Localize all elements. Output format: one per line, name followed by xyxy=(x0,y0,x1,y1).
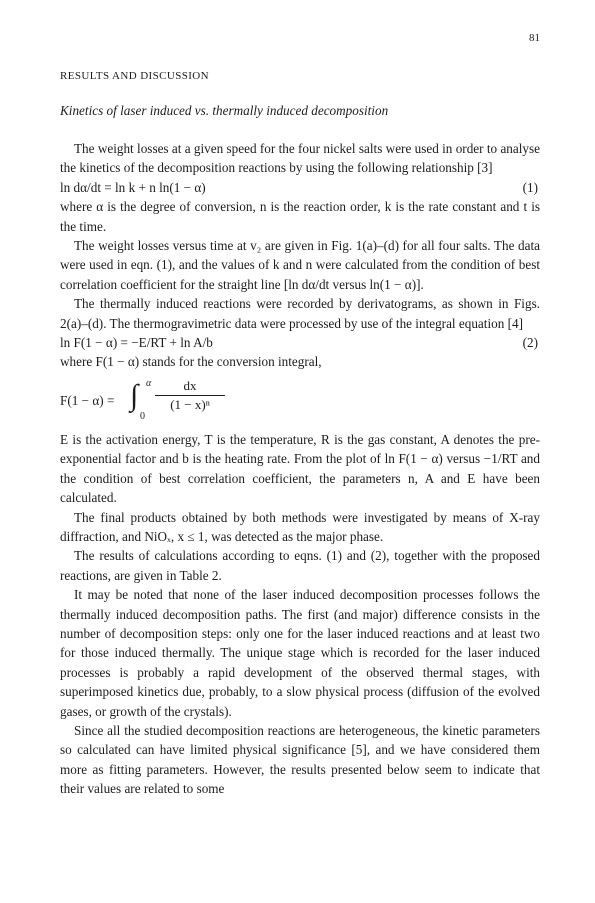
paragraph: The final products obtained by both methods were investigated by means of X-ray diffraction, and NiOₓ, x ≤ 1, was detected as the major phase. xyxy=(60,509,540,544)
page-number: 81 xyxy=(529,32,540,44)
fraction-bar xyxy=(155,395,225,396)
integral-lhs: F(1 − α) = xyxy=(60,392,115,408)
equation-text: ln F(1 − α) = −E/RT + ln A/b xyxy=(60,335,213,351)
equation-2 xyxy=(60,333,540,352)
integral-fraction xyxy=(155,378,225,413)
equation-text: ln dα/dt = ln k + n ln(1 − α) xyxy=(60,179,206,195)
paragraph: The weight losses versus time at v₂ are given in Fig. 1(a)–(d) for all four salts. The data were used in eqn. (1), and the values of k and n were calculated from the condition of best correlation coefficient for the straight line [ln dα/dt versus ln(1 − α)]. xyxy=(60,238,540,292)
fraction-numerator: dx xyxy=(183,377,197,393)
section-heading: RESULTS AND DISCUSSION xyxy=(60,70,209,82)
paragraph: Since all the studied decomposition reactions are heterogeneous, the kinetic parameters so calculated can have limited physical significance [5], and we have considered them more as fitting parameters. However, the results presented below seem to indicate that their values are related to some xyxy=(60,722,540,797)
integral-upper-limit: α xyxy=(146,377,152,389)
fraction-denominator: (1 − x)ⁿ xyxy=(170,396,210,412)
paragraph: The results of calculations according to eqns. (1) and (2), together with the proposed reactions, are given in Table 2. xyxy=(60,548,540,583)
integral-sign-icon: ∫ xyxy=(130,378,139,412)
equation-1 xyxy=(60,178,540,197)
paragraph: where F(1 − α) stands for the conversion integral, xyxy=(60,354,322,370)
paragraph: The weight losses at a given speed for the four nickel salts were used in order to analyse the kinetics of the decomposition reactions by using the following relationship [3] xyxy=(60,141,540,176)
subsection-heading: Kinetics of laser induced vs. thermally induced decomposition xyxy=(60,103,389,118)
paragraph: It may be noted that none of the laser induced decomposition processes follows the thermally induced decomposition paths. The first (and major) difference consists in the number of decomposition steps: only one for the laser induced reactions and at least two for those induced thermally. The unique stage which is recorded for the laser induced processes is probably a rapid development of the observed thermal stages, with superimposed kinetics due, probably, to a slow physical process (diffusion of the evolved gases, or growth of the crystals). xyxy=(60,587,540,719)
equation-number: (1) xyxy=(522,179,538,195)
integral-lower-limit: 0 xyxy=(140,410,145,422)
paragraph: E is the activation energy, T is the temperature, R is the gas constant, A denotes the pre-exponential factor and b is the heating rate. From the plot of ln F(1 − α) versus −1/RT and the condition of best correlation coefficient, the parameters n, A and E have been calculated. xyxy=(60,431,540,506)
equation-number: (2) xyxy=(522,335,538,351)
body-text xyxy=(60,139,540,799)
paragraph: where α is the degree of conversion, n is the reaction order, k is the rate constant and t is the time. xyxy=(60,199,540,234)
equation-3-integral xyxy=(60,374,540,424)
paragraph: The thermally induced reactions were recorded by derivatograms, as shown in Figs. 2(a)–(d). The thermogravimetric data were processed by use of the integral equation [4] xyxy=(60,296,540,331)
